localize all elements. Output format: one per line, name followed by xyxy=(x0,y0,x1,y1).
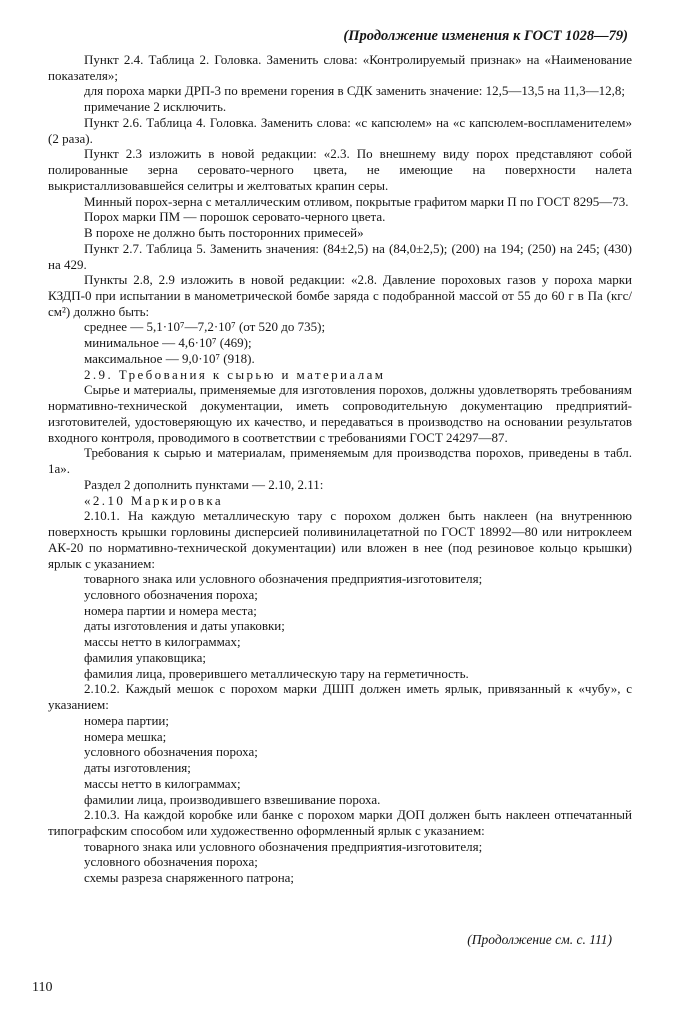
paragraph: 2.10.3. На каждой коробке или банке с порохом марки ДОП должен быть наклеен отпечатанный типографским способом или художественно оформленный ярлык с указанием: xyxy=(48,807,632,838)
paragraph: Пункт 2.4. Таблица 2. Головка. Заменить слова: «Контролируемый признак» на «Наименование показателя»; xyxy=(48,52,632,83)
paragraph: Пункт 2.7. Таблица 5. Заменить значения: (84±2,5) на (84,0±2,5); (200) на 194; (250) на 245; (430) на 429. xyxy=(48,240,632,272)
list-item: даты изготовления и даты упаковки; xyxy=(84,618,285,634)
list-item: номера мешка; xyxy=(84,728,167,744)
paragraph: 2.10.1. На каждую металлическую тару с порохом должен быть наклеен (на внутреннюю поверхность крышки горловины дисперсией поливинилацетатной по ГОСТ 18992—80 или нитроклеем АК-20 по нормативно-технической документации) или вложен в нее (под резиновое кольцо крышки) ярлык с указанием: xyxy=(48,508,632,571)
list-item: массы нетто в килограммах; xyxy=(84,634,241,650)
page-header: (Продолжение изменения к ГОСТ 1028—79) xyxy=(343,28,628,44)
list-item: условного обозначения пороха; xyxy=(84,586,258,602)
paragraph: Сырье и материалы, применяемые для изготовления порохов, должны удовлетворять требованиям нормативно-технической документации, иметь сопроводительную документацию предприятий-изготовителей, удостоверяющую их качество, и передаваться в производство на основании результатов входного контроля, проводимого в соответствии с требованиями ГОСТ 24297—87. xyxy=(48,382,632,445)
section-heading: 2.9. Требования к сырью и материалам xyxy=(84,366,386,382)
list-item: схемы разреза снаряженного патрона; xyxy=(84,870,295,886)
continuation-note: (Продолжение см. с. 111) xyxy=(467,932,612,947)
list-item: среднее — 5,1·10⁷—7,2·10⁷ (от 520 до 735); xyxy=(84,319,326,335)
list-item: минимальное — 4,6·10⁷ (469); xyxy=(84,335,252,351)
list-item: условного обозначения пороха; xyxy=(84,744,258,760)
paragraph: для пороха марки ДРП-3 по времени горения в СДК заменить значение: 12,5—13,5 на 11,3—12,8; xyxy=(84,83,625,99)
list-item: массы нетто в килограммах; xyxy=(84,775,241,791)
paragraph: Порох марки ПМ — порошок серовато-черного цвета. xyxy=(84,209,386,225)
list-item: фамилия упаковщика; xyxy=(84,649,207,665)
list-item: максимальное — 9,0·10⁷ (918). xyxy=(84,350,255,366)
paragraph: Минный порох-зерна с металлическим отливом, покрытые графитом марки П по ГОСТ 8295—73. xyxy=(84,193,629,209)
list-item: фамилия лица, проверившего металлическую тару на герметичность. xyxy=(84,665,469,681)
paragraph: Требования к сырью и материалам, применяемым для производства порохов, приведены в табл. 1а». xyxy=(48,445,632,477)
list-item: товарного знака или условного обозначения предприятия-изготовителя; xyxy=(84,571,483,587)
list-item: даты изготовления; xyxy=(84,760,191,776)
paragraph: Пункт 2.3 изложить в новой редакции: «2.3. По внешнему виду порох представляют собой полированные зерна серовато-черного цвета, не имеющие на поверхности налета выкристаллизовавшейся селитры и желтоватых крапин серы. xyxy=(48,146,632,193)
paragraph: примечание 2 исключить. xyxy=(84,99,227,115)
list-item: условного обозначения пороха; xyxy=(84,854,258,870)
list-item: товарного знака или условного обозначения предприятия-изготовителя; xyxy=(84,838,483,854)
paragraph: Пункт 2.6. Таблица 4. Головка. Заменить слова: «с капсюлем» на «с капсюлем-воспламенителем» (2 раза). xyxy=(48,114,632,146)
paragraph: В порохе не должно быть посторонних примесей» xyxy=(84,225,364,241)
paragraph: Пункты 2.8, 2.9 изложить в новой редакции: «2.8. Давление пороховых газов у пороха марки КЗДП-0 при испытании в манометрической бомбе заряда с подобранной массой от 55 до 60 г в Па (кгс/см²) должно быть: xyxy=(48,272,632,319)
section-heading: «2.10 Маркировка xyxy=(84,492,224,508)
paragraph: Раздел 2 дополнить пунктами — 2.10, 2.11: xyxy=(84,476,324,492)
list-item: номера партии и номера места; xyxy=(84,602,257,618)
list-item: номера партии; xyxy=(84,712,169,728)
body-text xyxy=(48,52,632,886)
list-item: фамилии лица, производившего взвешивание пороха. xyxy=(84,791,381,807)
paragraph: 2.10.2. Каждый мешок с порохом марки ДШП должен иметь ярлык, привязанный к «чубу», с указанием: xyxy=(48,681,632,713)
page-number: 110 xyxy=(32,980,53,995)
